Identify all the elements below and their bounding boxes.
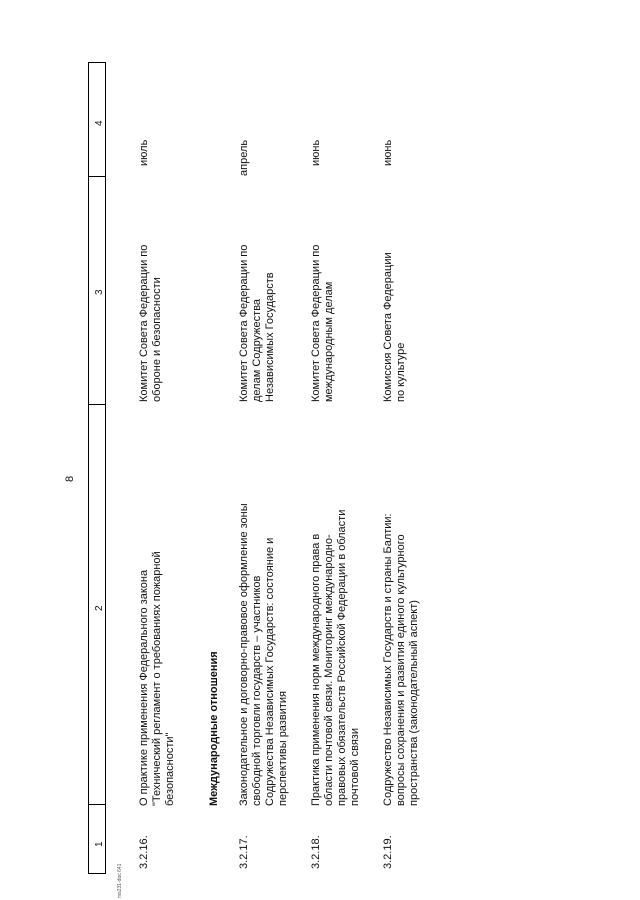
row-committee: Комитет Совета Федерации по международным делам [310, 244, 335, 402]
row-number: 3.2.19. [382, 835, 394, 869]
row-text: Практика применения норм международного права в области почтовой связи. Мониторинг международно- правовых обязательств Российской Федерации в области почтовой связи [310, 509, 361, 806]
page-number: 8 [64, 475, 76, 482]
row-text: О практике применения Федерального закона "Технический регламент о требованиях пожарной безопасности" [138, 551, 176, 806]
row-number: 3.2.18. [310, 835, 322, 869]
row-number: 3.2.17. [238, 835, 250, 869]
table-header [88, 62, 106, 874]
header-divider [89, 404, 105, 405]
col-header-3: 3 [94, 289, 105, 295]
row-committee: Комитет Совета Федерации по обороне и безопасности [138, 244, 163, 402]
header-divider [89, 804, 105, 805]
section-title: Международные отношения [208, 651, 220, 806]
col-header-1: 1 [94, 841, 105, 847]
row-month: июнь [382, 139, 394, 166]
row-text: Содружество Независимых Государств и страны Балтии: вопросы сохранения и развития единого культурного пространства (законодательный аспект) [382, 513, 420, 806]
col-header-4: 4 [94, 120, 105, 126]
footer-code: ms231-doc 641 [117, 863, 123, 898]
row-committee: Комиссия Совета Федерации по культуре [382, 252, 407, 402]
row-month: июль [138, 139, 150, 166]
row-text: Законодательное и договорно-правовое оформление зоны свободной торговли государств – участников Содружества Независимых Государств: состояние и перспективы развития [238, 503, 289, 806]
col-header-2: 2 [94, 605, 105, 611]
row-number: 3.2.16. [138, 835, 150, 869]
row-month: июнь [310, 139, 322, 166]
header-divider [89, 176, 105, 177]
row-committee: Комитет Совета Федерации по делам Содружества Независимых Государств [238, 244, 276, 402]
row-month: апрель [238, 139, 250, 176]
